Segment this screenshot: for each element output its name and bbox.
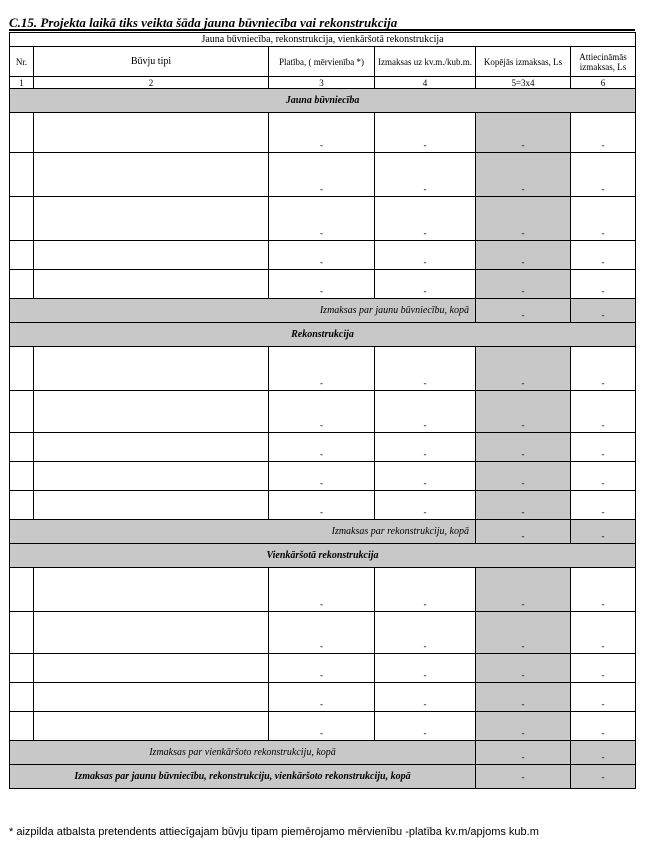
cell-total-cost: -: [476, 462, 571, 491]
col-header-area: Platība, ( mērvienība *): [269, 47, 375, 77]
table-row: [10, 197, 636, 241]
cell-eligible-cost[interactable]: -: [571, 612, 636, 654]
cell-total-cost: -: [476, 712, 571, 741]
cell-eligible-cost[interactable]: -: [571, 153, 636, 197]
cell-building-type[interactable]: [34, 347, 269, 391]
table-row: [10, 462, 636, 491]
cell-cost-per-unit[interactable]: -: [375, 197, 476, 241]
cell-building-type[interactable]: [34, 491, 269, 520]
cell-cost-per-unit[interactable]: -: [375, 270, 476, 299]
cell-building-type[interactable]: [34, 654, 269, 683]
subtotal-eligible-cost: -: [571, 741, 636, 765]
cell-building-type[interactable]: [34, 612, 269, 654]
table-row: [10, 391, 636, 433]
cell-cost-per-unit[interactable]: -: [375, 462, 476, 491]
cell-total-cost: -: [476, 612, 571, 654]
subtotal-row: [10, 741, 636, 765]
cell-total-cost: -: [476, 568, 571, 612]
cell-area[interactable]: -: [269, 491, 375, 520]
cell-building-type[interactable]: [34, 197, 269, 241]
cell-nr[interactable]: [10, 712, 34, 741]
form-title: C.15. Projekta laikā tiks veikta šāda jauna būvniecība vai rekonstrukcija: [9, 15, 635, 31]
col-number: 2: [34, 77, 269, 89]
table-row: [10, 347, 636, 391]
table-row: [10, 433, 636, 462]
cell-eligible-cost[interactable]: -: [571, 433, 636, 462]
cell-total-cost: -: [476, 153, 571, 197]
subtotal-total-cost: -: [476, 520, 571, 544]
subtotal-row: [10, 299, 636, 323]
subtotal-label: Izmaksas par jaunu būvniecību, kopā: [10, 299, 476, 323]
subtotal-total-cost: -: [476, 299, 571, 323]
cell-area[interactable]: -: [269, 391, 375, 433]
cell-building-type[interactable]: [34, 241, 269, 270]
cell-eligible-cost[interactable]: -: [571, 462, 636, 491]
cell-cost-per-unit[interactable]: -: [375, 683, 476, 712]
cell-area[interactable]: -: [269, 197, 375, 241]
table-caption: Jauna būvniecība, rekonstrukcija, vienkāršotā rekonstrukcija: [10, 33, 636, 47]
cell-nr[interactable]: [10, 197, 34, 241]
table-row: [10, 683, 636, 712]
cell-building-type[interactable]: [34, 712, 269, 741]
cell-area[interactable]: -: [269, 270, 375, 299]
cell-building-type[interactable]: [34, 391, 269, 433]
cell-area[interactable]: -: [269, 462, 375, 491]
cell-cost-per-unit[interactable]: -: [375, 391, 476, 433]
cell-eligible-cost[interactable]: -: [571, 270, 636, 299]
header-row: [10, 47, 636, 77]
col-header-cost-per-unit: Izmaksas uz kv.m./kub.m.: [375, 47, 476, 77]
cell-total-cost: -: [476, 391, 571, 433]
cell-eligible-cost[interactable]: -: [571, 241, 636, 270]
grand-total-eligible: -: [571, 765, 636, 789]
cell-building-type[interactable]: [34, 433, 269, 462]
cell-total-cost: -: [476, 683, 571, 712]
cell-total-cost: -: [476, 197, 571, 241]
col-number: 4: [375, 77, 476, 89]
cell-nr[interactable]: [10, 433, 34, 462]
subtotal-total-cost: -: [476, 741, 571, 765]
cell-eligible-cost[interactable]: -: [571, 568, 636, 612]
cell-eligible-cost[interactable]: -: [571, 113, 636, 153]
cell-eligible-cost[interactable]: -: [571, 712, 636, 741]
cell-area[interactable]: -: [269, 347, 375, 391]
cell-cost-per-unit[interactable]: -: [375, 433, 476, 462]
cell-nr[interactable]: [10, 347, 34, 391]
col-number: 1: [10, 77, 34, 89]
cell-total-cost: -: [476, 491, 571, 520]
cell-eligible-cost[interactable]: -: [571, 654, 636, 683]
cell-eligible-cost[interactable]: -: [571, 197, 636, 241]
cell-area[interactable]: -: [269, 568, 375, 612]
table-row: [10, 270, 636, 299]
cell-nr[interactable]: [10, 462, 34, 491]
col-number: 3: [269, 77, 375, 89]
cell-building-type[interactable]: [34, 683, 269, 712]
cell-nr[interactable]: [10, 491, 34, 520]
cell-building-type[interactable]: [34, 113, 269, 153]
cell-area[interactable]: -: [269, 683, 375, 712]
table-row: [10, 612, 636, 654]
cell-cost-per-unit[interactable]: -: [375, 491, 476, 520]
table-row: [10, 568, 636, 612]
cell-nr[interactable]: [10, 683, 34, 712]
cell-building-type[interactable]: [34, 270, 269, 299]
grand-total-cost: -: [476, 765, 571, 789]
cell-eligible-cost[interactable]: -: [571, 491, 636, 520]
table-row: [10, 113, 636, 153]
table-row: [10, 654, 636, 683]
table-row: [10, 491, 636, 520]
col-number: 5=3x4: [476, 77, 571, 89]
section-header-row: [10, 89, 636, 113]
subtotal-label: Izmaksas par vienkāršoto rekonstrukciju, kopā: [10, 741, 476, 765]
col-header-eligible-cost: Attiecināmās izmaksas, Ls: [571, 47, 636, 77]
cell-eligible-cost[interactable]: -: [571, 391, 636, 433]
cell-nr[interactable]: [10, 612, 34, 654]
cell-total-cost: -: [476, 347, 571, 391]
section-title: Vienkāršotā rekonstrukcija: [10, 544, 636, 568]
cell-total-cost: -: [476, 433, 571, 462]
grand-total-label: Izmaksas par jaunu būvniecību, rekonstrukciju, vienkāršoto rekonstrukciju, kopā: [10, 765, 476, 789]
cell-nr[interactable]: [10, 113, 34, 153]
cell-nr[interactable]: [10, 654, 34, 683]
col-number: 6: [571, 77, 636, 89]
subtotal-eligible-cost: -: [571, 520, 636, 544]
col-header-total-cost: Kopējās izmaksas, Ls: [476, 47, 571, 77]
cell-building-type[interactable]: [34, 153, 269, 197]
column-number-row: [10, 77, 636, 89]
subtotal-row: [10, 520, 636, 544]
table-row: [10, 241, 636, 270]
cell-cost-per-unit[interactable]: -: [375, 712, 476, 741]
grand-total-row: [10, 765, 636, 789]
cell-total-cost: -: [476, 113, 571, 153]
section-title: Rekonstrukcija: [10, 323, 636, 347]
cell-nr[interactable]: [10, 568, 34, 612]
cell-nr[interactable]: [10, 153, 34, 197]
subtotal-label: Izmaksas par rekonstrukciju, kopā: [10, 520, 476, 544]
col-header-building-type: Būvju tipi: [34, 47, 269, 77]
table-row: [10, 712, 636, 741]
cell-area[interactable]: -: [269, 153, 375, 197]
cell-cost-per-unit[interactable]: -: [375, 568, 476, 612]
table-row: [10, 153, 636, 197]
cell-eligible-cost[interactable]: -: [571, 683, 636, 712]
cell-building-type[interactable]: [34, 462, 269, 491]
cell-total-cost: -: [476, 241, 571, 270]
cell-total-cost: -: [476, 654, 571, 683]
cell-cost-per-unit[interactable]: -: [375, 153, 476, 197]
subtotal-eligible-cost: -: [571, 299, 636, 323]
cell-nr[interactable]: [10, 270, 34, 299]
section-header-row: [10, 544, 636, 568]
cell-cost-per-unit[interactable]: -: [375, 347, 476, 391]
footnote: * aizpilda atbalsta pretendents attiecīgajam būvju tipam piemērojamo mērvienību -platība kv.m/apjoms kub.m: [9, 826, 539, 838]
section-header-row: [10, 323, 636, 347]
cell-eligible-cost[interactable]: -: [571, 347, 636, 391]
col-header-nr: Nr.: [10, 47, 34, 77]
cell-nr[interactable]: [10, 241, 34, 270]
cell-total-cost: -: [476, 270, 571, 299]
cell-area[interactable]: -: [269, 433, 375, 462]
construction-cost-table: [9, 32, 636, 789]
cell-area[interactable]: -: [269, 113, 375, 153]
cell-area[interactable]: -: [269, 241, 375, 270]
cell-cost-per-unit[interactable]: -: [375, 113, 476, 153]
cell-cost-per-unit[interactable]: -: [375, 241, 476, 270]
cell-building-type[interactable]: [34, 568, 269, 612]
section-title: Jauna būvniecība: [10, 89, 636, 113]
cell-cost-per-unit[interactable]: -: [375, 612, 476, 654]
cell-area[interactable]: -: [269, 654, 375, 683]
cell-area[interactable]: -: [269, 712, 375, 741]
cell-area[interactable]: -: [269, 612, 375, 654]
cell-nr[interactable]: [10, 391, 34, 433]
cell-cost-per-unit[interactable]: -: [375, 654, 476, 683]
